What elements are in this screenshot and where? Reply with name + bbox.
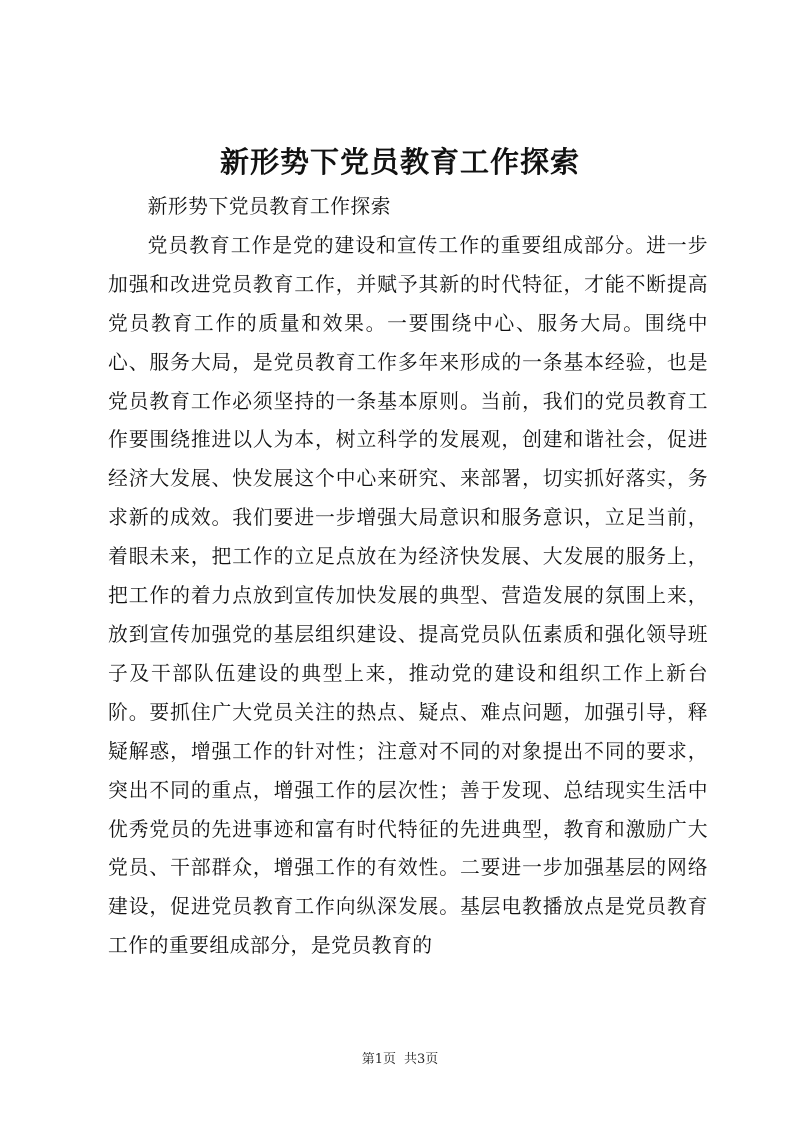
page-total: 共3页 [404,1052,439,1067]
subtitle-paragraph: 新形势下党员教育工作探索 [147,195,391,218]
document-title: 新形势下党员教育工作探索 [219,145,580,179]
page-footer [0,1050,800,1070]
document-body [108,188,708,966]
page-number: 第1页 [361,1052,396,1067]
body-paragraph: 党员教育工作是党的建设和宣传工作的重要组成部分。进一步加强和改进党员教育工作，并赋予其新的时代特征，才能不断提高党员教育工作的质量和效果。一要围绕中心、服务大局。围绕中心、服务大局，是党员教育工作多年来形成的一条基本经验，也是党员教育工作必须坚持的一条基本原则。当前，我们的党员教育工作要围绕推进以人为本，树立科学的发展观，创建和谐社会，促进经济大发展、快发展这个中心来研究、来部署，切实抓好落实，务求新的成效。我们要进一步增强大局意识和服务意识，立足当前，着眼未来，把工作的立足点放在为经济快发展、大发展的服务上，把工作的着力点放到宣传加快发展的典型、营造发展的氛围上来，放到宣传加强党的基层组织建设、提高党员队伍素质和强化领导班子及干部队伍建设的典型上来，推动党的建设和组织工作上新台阶。要抓住广大党员关注的热点、疑点、难点问题，加强引导，释疑解惑，增强工作的针对性；注意对不同的对象提出不同的要求，突出不同的重点，增强工作的层次性；善于发现、总结现实生活中优秀党员的先进事迹和富有时代特征的先进典型，教育和激励广大党员、干部群众，增强工作的有效性。二要进一步加强基层的网络建设，促进党员教育工作向纵深发展。基层电教播放点是党员教育工作的重要组成部分，是党员教育的 [108,233,708,958]
